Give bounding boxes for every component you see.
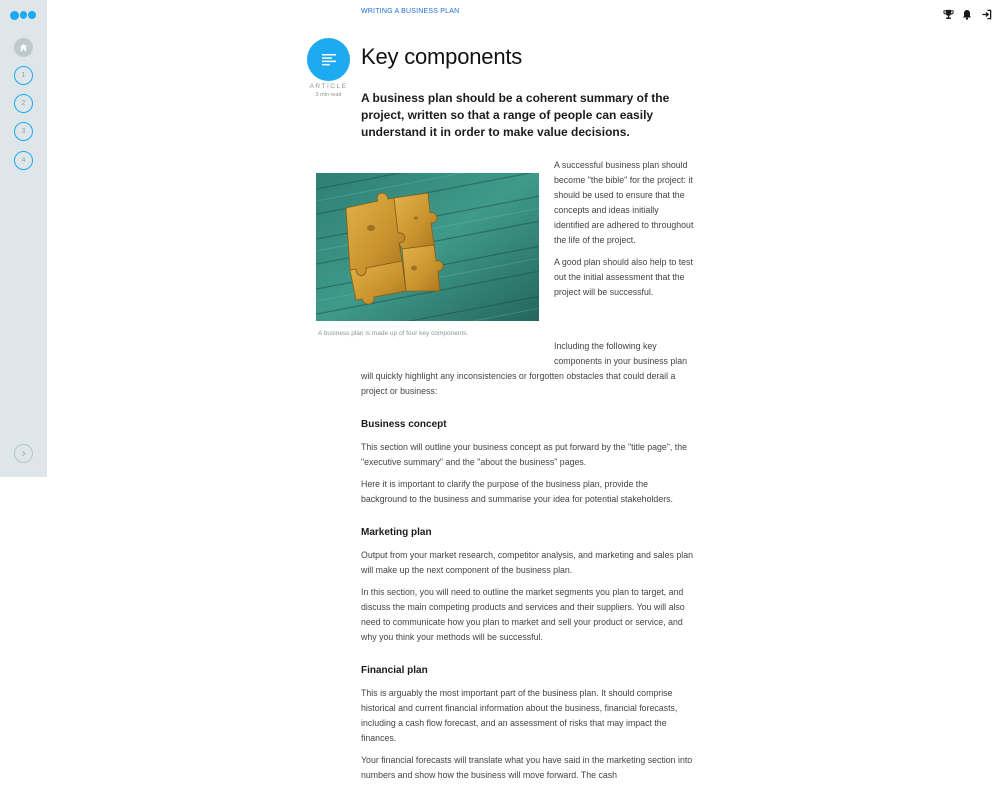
step-number: 2	[21, 100, 26, 107]
sidebar	[0, 0, 47, 477]
article-lines-icon	[321, 53, 337, 67]
step-number: 4	[21, 157, 26, 164]
paragraph: Including the following key components in your business plan will quickly highlight any inconsistencies or forgotten obstacles that could derail a project or business:	[361, 341, 688, 396]
logout-button[interactable]	[980, 8, 992, 20]
puzzle-image	[316, 173, 539, 321]
step-number: 3	[21, 128, 26, 135]
step-2-button[interactable]	[14, 94, 33, 113]
read-time: 3 min read	[315, 92, 342, 98]
paragraph: A good plan should also help to test out the initial assessment that the project will be successful.	[554, 257, 693, 297]
image-wrap-spacer	[361, 339, 554, 369]
paragraph: Here it is important to clarify the purpose of the business plan, provide the background to the business and summarise your idea for potential stakeholders.	[361, 479, 673, 504]
article-type-badge	[307, 38, 350, 81]
breadcrumb[interactable]: WRITING A BUSINESS PLAN	[361, 8, 460, 15]
bell-icon	[962, 9, 972, 20]
puzzle-pieces-image	[316, 173, 539, 321]
article-intro: A business plan should be a coherent summary of the project, written so that a range of people can easily understand it in order to make value decisions.	[361, 91, 670, 139]
home-icon	[19, 43, 28, 52]
logo-dot	[28, 11, 36, 19]
notifications-button[interactable]	[961, 8, 973, 20]
side-text-column	[554, 158, 694, 307]
paragraph: This is arguably the most important part of the business plan. It should comprise historical and current financial information about the business, financial forecasts, including a cash flow forecast, and an assessment of risks that may impact the finances.	[361, 688, 678, 743]
step-3-button[interactable]	[14, 122, 33, 141]
logo-dot	[20, 11, 28, 19]
step-4-button[interactable]	[14, 151, 33, 170]
top-toolbar	[942, 8, 992, 20]
trophy-icon	[943, 9, 954, 20]
expand-sidebar-button[interactable]	[14, 444, 33, 463]
section-heading-financial-plan: Financial plan	[361, 665, 428, 676]
chevron-right-icon	[20, 450, 27, 457]
paragraph: In this section, you will need to outline the market segments you plan to target, and discuss the main competing products and services and their suppliers. You will also need to communicate how you plan to market and sell your product or service, and why you think your methods will be successful.	[361, 587, 685, 642]
image-caption: A business plan is made up of four key components.	[318, 330, 469, 337]
achievements-button[interactable]	[942, 8, 954, 20]
section-heading-business-concept: Business concept	[361, 419, 447, 430]
paragraph: A successful business plan should become "the bible" for the project: it should be used to ensure that the concepts and ideas initially identified are adhered to throughout the life of the project.	[554, 160, 694, 245]
step-number: 1	[21, 72, 26, 79]
article-body	[361, 339, 693, 790]
step-1-button[interactable]	[14, 66, 33, 85]
home-button[interactable]	[14, 38, 33, 57]
article-type-label: ARTICLE	[309, 83, 348, 90]
paragraph: Output from your market research, competitor analysis, and marketing and sales plan will make up the next component of the business plan.	[361, 550, 693, 575]
logo-dot	[10, 11, 19, 20]
page-title: Key components	[361, 44, 523, 69]
paragraph: Your financial forecasts will translate what you have said in the marketing section into numbers and show how the business will move forward. The cash	[361, 755, 693, 780]
logout-icon	[981, 9, 992, 20]
section-heading-marketing-plan: Marketing plan	[361, 527, 432, 538]
paragraph: This section will outline your business concept as put forward by the "title page", the "executive summary" and the "about the business" pages.	[361, 442, 688, 467]
logo[interactable]	[10, 11, 36, 21]
